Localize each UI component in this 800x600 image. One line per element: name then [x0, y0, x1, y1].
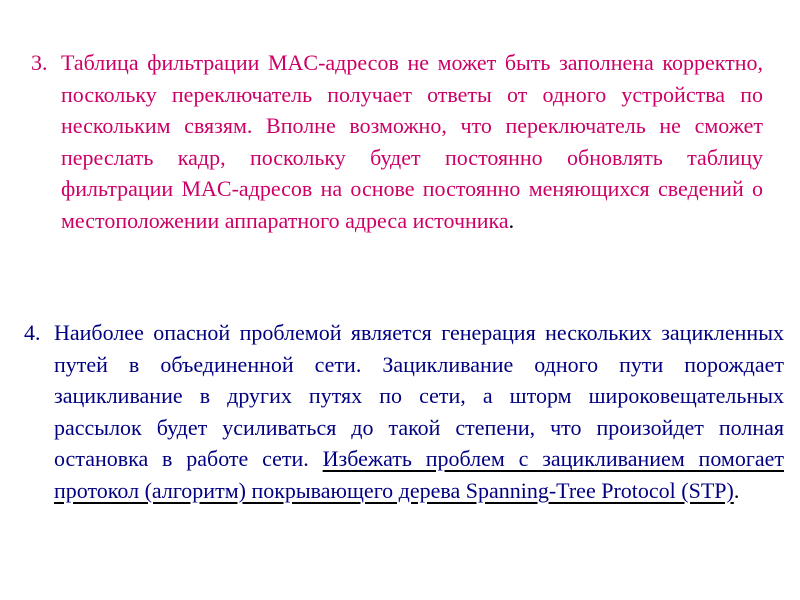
item-4-end: .: [733, 477, 740, 503]
stp-underlined-text: Избежать проблем с зацикливанием помогает протокол (алгоритм) покрывающего дерева Spanning-Tree Protocol (STP): [54, 446, 784, 503]
paragraph-item-4: [24, 317, 784, 506]
item-4-text: Наиболее опасной проблемой является генерация нескольких зацикленных путей в объединенной сети. Зацикливание одного пути порождает зацикливание в других путях по сети, а шторм широковещательных рассылок будет усиливаться до такой степени, что произойдет полная остановка в работе сети.: [54, 320, 784, 471]
item-3-number: 3.: [31, 50, 48, 75]
item-3-end: .: [508, 207, 515, 233]
item-4-number: 4.: [24, 320, 41, 345]
paragraph-item-3: [31, 47, 763, 236]
item-3-text: Таблица фильтрации MAC-адресов не может быть заполнена корректно, поскольку переключатель получает ответы от одного устройства по нескольким связям. Вполне возможно, что переключатель не сможет переслать кадр, поскольку будет постоянно обновлять таблицу фильтрации MAC-адресов на основе постоянно меняющихся сведений о местоположении аппаратного адреса источника: [61, 50, 763, 233]
